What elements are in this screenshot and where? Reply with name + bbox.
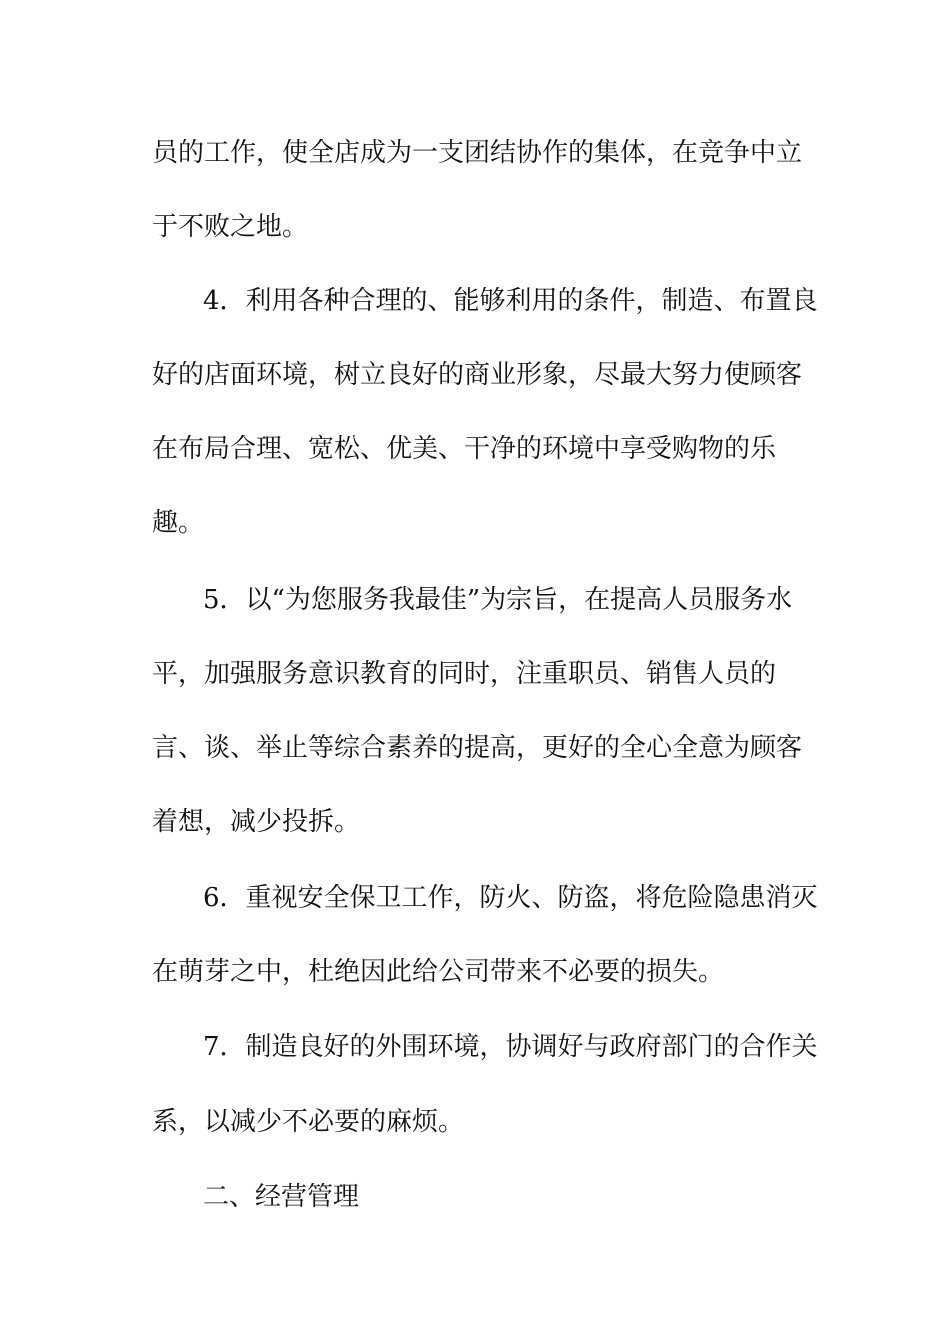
text-line: 趣。 xyxy=(152,508,205,538)
text-line: 好的店面环境，树立良好的商业形象，尽最大努力使顾客 xyxy=(152,360,803,390)
text-line: 系，以减少不必要的麻烦。 xyxy=(152,1107,465,1137)
text-line: 着想，减少投拆。 xyxy=(152,807,361,837)
text-line: 员的工作，使全店成为一支团结协作的集体，在竞争中立 xyxy=(152,138,803,168)
section-heading: 二、经营管理 xyxy=(203,1182,360,1212)
text-line: 平，加强服务意识教育的同时，注重职员、销售人员的 xyxy=(152,659,777,689)
paragraph-4-start: 4．利用各种合理的、能够利用的条件，制造、布置良 xyxy=(203,286,818,316)
paragraph-6-start: 6．重视安全保卫工作，防火、防盗，将危险隐患消灭 xyxy=(203,883,818,913)
text-line: 于不败之地。 xyxy=(152,212,309,242)
text-line: 在布局合理、宽松、优美、干净的环境中享受购物的乐 xyxy=(152,434,777,464)
paragraph-5-start: 5．以“为您服务我最佳”为宗旨，在提高人员服务水 xyxy=(203,585,793,615)
text-line: 在萌芽之中，杜绝因此给公司带来不必要的损失。 xyxy=(152,957,725,987)
text-line: 言、谈、举止等综合素养的提高，更好的全心全意为顾客 xyxy=(152,733,803,763)
paragraph-7-start: 7．制造良好的外围环境，协调好与政府部门的合作关 xyxy=(203,1032,818,1062)
